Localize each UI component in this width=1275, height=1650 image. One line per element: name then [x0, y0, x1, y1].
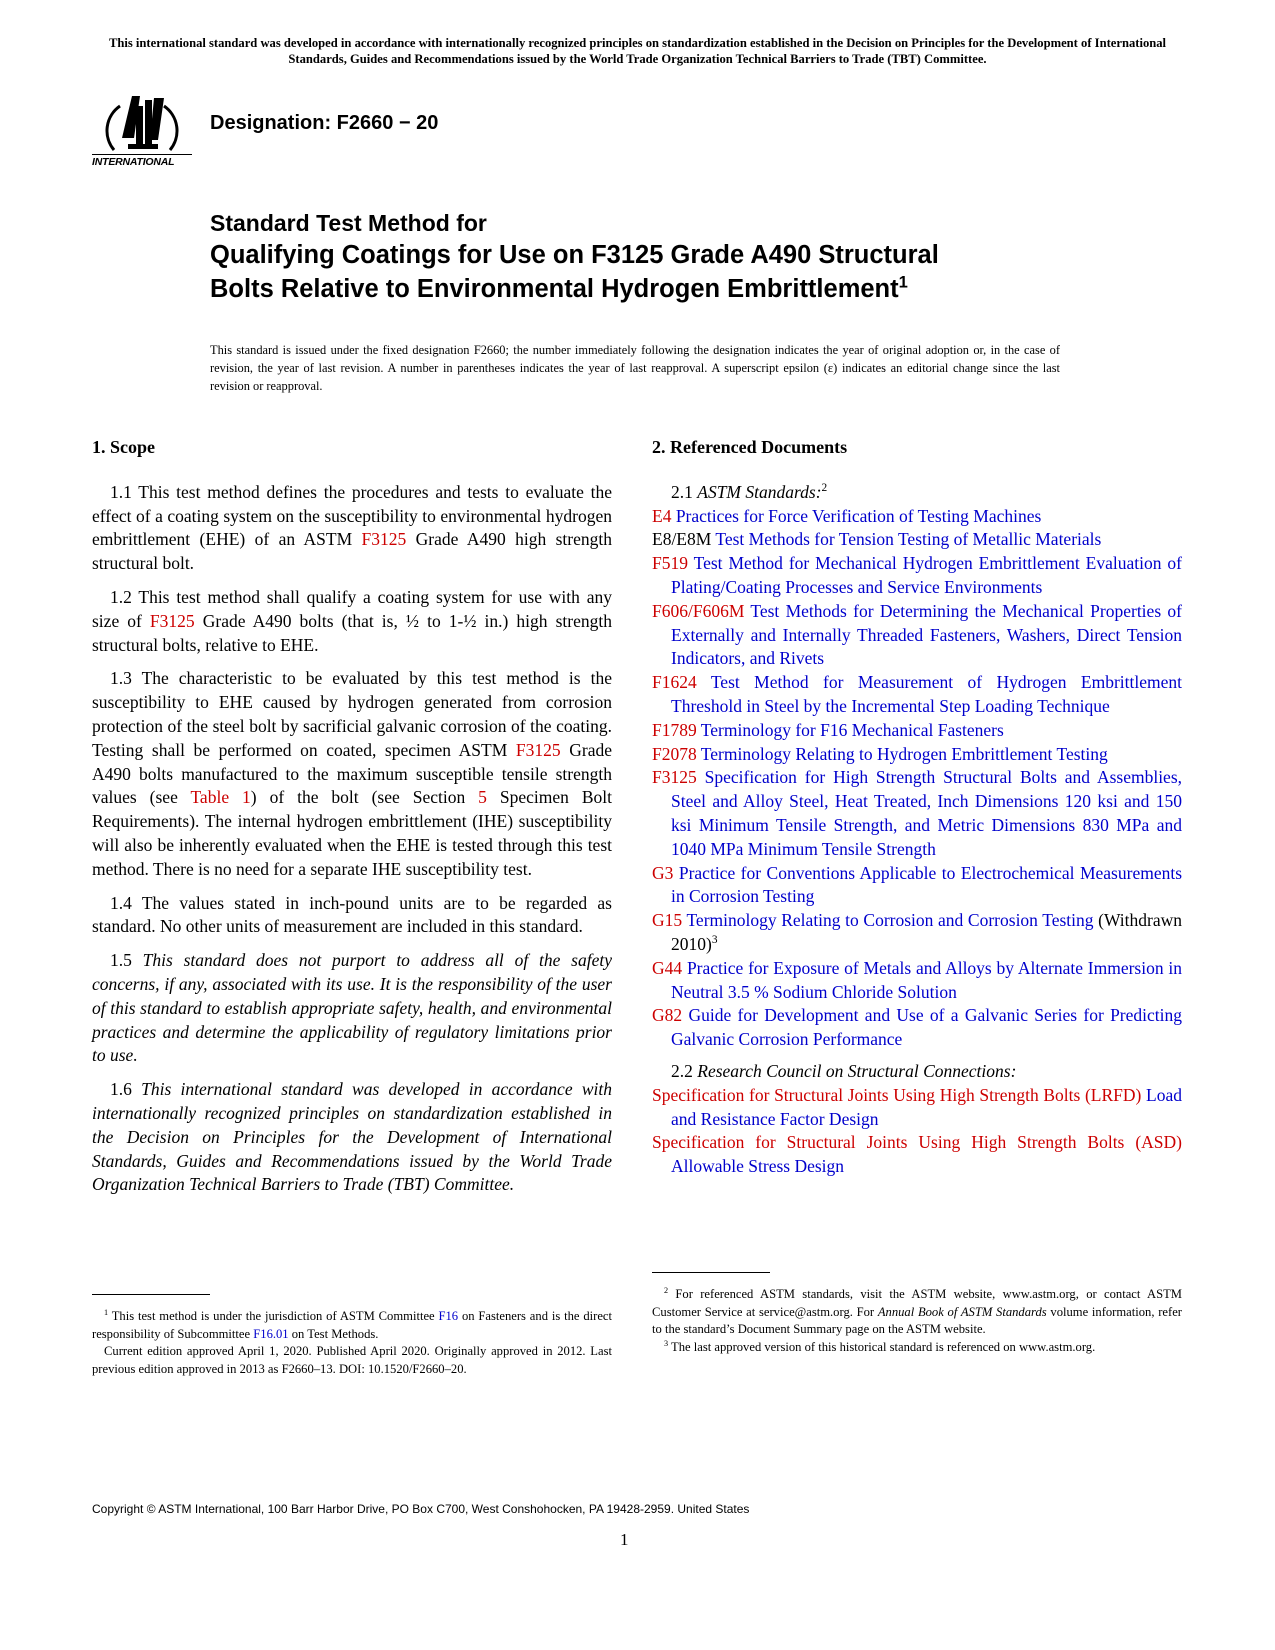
reference-title-link[interactable]: Terminology Relating to Hydrogen Embrittlement Testing: [700, 743, 1108, 764]
scope-1-3: [92, 667, 612, 881]
scope-1-5: [92, 949, 612, 1068]
reference-title-link[interactable]: Test Method for Measurement of Hydrogen Embrittlement Threshold in Steel by the Incremental Step Loading Technique: [671, 672, 1182, 716]
reference-code-link[interactable]: G82: [652, 1005, 683, 1026]
reference-item: [652, 719, 1182, 743]
scope-1-5-num: 1.5: [110, 950, 143, 971]
reference-item: [652, 671, 1182, 719]
scope-1-6-text: This international standard was developed in accordance with internationally recognized principles on standardization established in the Decision on Principles for the Development of International Standards, Guides and Recommendations issued by the World Trade Organization Technical Barriers to Trade (TBT) Committee.: [92, 1079, 613, 1195]
reference-item: [652, 552, 1182, 600]
reference-title-link[interactable]: Terminology Relating to Corrosion and Corrosion Testing: [686, 910, 1094, 931]
link-f3125[interactable]: F3125: [361, 529, 407, 550]
astm-standards-subheading: [671, 481, 1182, 505]
link-table-1[interactable]: Table 1: [190, 787, 251, 808]
reference-code-link[interactable]: F519: [652, 553, 688, 574]
reference-item: [652, 862, 1182, 910]
subheading-num: 2.1: [671, 481, 698, 502]
footnote-mark: 3: [664, 1338, 669, 1348]
link-section-5[interactable]: 5: [478, 787, 487, 808]
reference-item: [652, 957, 1182, 1005]
footnote-mark: 2: [821, 481, 828, 494]
title-line-3-text: Bolts Relative to Environmental Hydrogen Embrittlement: [210, 275, 899, 303]
footnote-3-text: The last approved version of this historical standard is referenced on www.astm.org.: [668, 1339, 1096, 1354]
footnote-2-text-b: volume information, refer to the standard’s Document Summary page on the ASTM website.: [652, 1304, 1182, 1337]
reference-code-link[interactable]: F2078: [652, 743, 697, 764]
footnote-mark: 3: [711, 934, 718, 947]
scope-1-5-text: This standard does not purport to address all of the safety concerns, if any, associated with its use. It is the responsibility of the user of this standard to establish appropriate safety, health, and environmental practices and determine the applicability of regulatory limitations prior to use.: [92, 950, 612, 1066]
footnote-1-approval: Current edition approved April 1, 2020. Published April 2020. Originally approved in 2012. Last previous edition approved in 2013 as F2660–13. DOI: 10.1520/F2660–20.: [92, 1344, 612, 1376]
reference-item: [652, 505, 1182, 529]
scope-1-2: [92, 586, 612, 657]
reference-item: [652, 600, 1182, 671]
footnote-mark: 2: [664, 1285, 669, 1295]
footnote-rule-left: [92, 1294, 210, 1295]
reference-code-link[interactable]: G3: [652, 862, 674, 883]
scope-1-6: [92, 1078, 612, 1197]
reference-item: [652, 1004, 1182, 1052]
reference-title-link[interactable]: Test Method for Mechanical Hydrogen Embrittlement Evaluation of Plating/Coating Processes and Service Environments: [671, 553, 1182, 597]
title-line-2: Qualifying Coatings for Use on F3125 Grade A490 Structural: [210, 241, 939, 269]
astm-logo: [92, 88, 192, 172]
issuance-statement: This standard is issued under the fixed designation F2660; the number immediately following the designation indicates the year of original adoption or, in the case of revision, the year of last revision. A number in parentheses indicates the year of last reapproval. A superscript epsilon (ε) indicates an editorial change since the last revision or reapproval.: [210, 343, 1060, 393]
reference-title-link[interactable]: Test Methods for Determining the Mechanical Properties of Externally and Internally Threaded Fasteners, Washers, Direct Tension Indicators, and Rivets: [671, 600, 1182, 669]
scope-1-4: 1.4 The values stated in inch-pound units are to be regarded as standard. No other units of measurement are included in this standard.: [92, 892, 612, 937]
reference-title-link[interactable]: Guide for Development and Use of a Galvanic Series for Predicting Galvanic Corrosion Performance: [671, 1005, 1183, 1050]
footnote-1-text-c: on Test Methods.: [288, 1326, 379, 1341]
footnote-1: [92, 1308, 612, 1378]
title-line-3: [210, 272, 1050, 306]
subheading-label: ASTM Standards:: [697, 481, 822, 502]
footnote-2-para: [652, 1286, 1182, 1339]
link-f16-01[interactable]: F16.01: [253, 1326, 289, 1341]
scope-1-3-text-d: Specimen Bolt Requirements). The internal hydrogen embrittlement (IHE) susceptibility will also be inherently evaluated when the EHE is tested through this test method. There is no need for a separate IHE susceptibility test.: [92, 787, 612, 879]
reference-title-link[interactable]: Practice for Conventions Applicable to Electrochemical Measurements in Corrosion Testing: [671, 862, 1183, 907]
title-line-1: Standard Test Method for: [210, 210, 487, 236]
footnote-2: [652, 1286, 1182, 1356]
logo-wordmark: INTERNATIONAL: [92, 154, 192, 168]
document-title: [210, 208, 1050, 306]
scope-1-1-text: 1.1 This test method defines the procedures and tests to evaluate the effect of a coating system on the susceptibility to environmental hydrogen embrittlement (EHE) of an ASTM: [92, 481, 612, 550]
reference-code-link[interactable]: F3125: [652, 767, 697, 788]
right-column: [652, 436, 1182, 1179]
scope-1-6-num: 1.6: [110, 1079, 142, 1100]
reference-code-link[interactable]: F606/F606M: [652, 600, 745, 621]
title-footnote-mark: 1: [898, 272, 908, 292]
reference-code-link[interactable]: F1789: [652, 719, 697, 740]
withdrawn-note: (Withdrawn 2010): [671, 910, 1183, 954]
reference-title-link[interactable]: Specification for High Strength Structural Bolts and Assemblies, Steel and Alloy Steel, Heat Treated, Inch Dimensions 120 ksi and 150 ksi Minimum Tensile Strength, and Metric Dimensions 830 MPa and 1040 MPa Minimum Tensile Strength: [671, 767, 1183, 859]
link-f3125[interactable]: F3125: [149, 610, 195, 631]
scope-1-3-text: 1.3 The characteristic to be evaluated by this test method is the susceptibility to EHE caused by hydrogen generated from corrosion protection of the steel bolt by sacrificial galvanic corrosion of the coating. Testing shall be performed on coated, specimen ASTM: [92, 668, 612, 760]
footnote-1-text-b: on Fasteners and is the direct responsibility of Subcommittee: [92, 1309, 613, 1341]
reference-code-link[interactable]: G44: [652, 957, 683, 978]
scope-heading: 1. Scope: [92, 437, 155, 457]
reference-item: [652, 528, 1182, 552]
footnote-mark: 1: [104, 1307, 109, 1317]
reference-title-link[interactable]: Practices for Force Verification of Testing Machines: [675, 505, 1042, 526]
rcsc-code-link[interactable]: Specification for Structural Joints Using High Strength Bolts (LRFD): [652, 1084, 1142, 1105]
scope-1-2-text-end: Grade A490 bolts (that is, ½ to 1-½ in.) high strength structural bolts, relative to EHE.: [92, 610, 612, 655]
rcsc-item: [652, 1131, 1182, 1179]
left-column: [92, 436, 612, 1207]
footnote-1-para: [92, 1308, 612, 1343]
page-number: 1: [620, 1530, 629, 1549]
rcsc-subheading: [671, 1060, 1182, 1084]
reference-title-link[interactable]: Practice for Exposure of Metals and Alloys by Alternate Immersion in Neutral 3.5 % Sodium Chloride Solution: [671, 957, 1182, 1002]
rcsc-title-link[interactable]: Load and Resistance Factor Design: [671, 1084, 1183, 1129]
reference-list: [652, 505, 1182, 1052]
scope-1-3-text-c: ) of the bolt (see Section: [250, 787, 479, 808]
reference-code-link[interactable]: G15: [652, 910, 683, 931]
rcsc-code-link[interactable]: Specification for Structural Joints Using High Strength Bolts (ASD): [652, 1132, 1182, 1153]
link-f16[interactable]: F16: [438, 1309, 459, 1323]
subheading-num: 2.2: [671, 1060, 698, 1081]
footnote-3-para: [652, 1339, 1182, 1357]
reference-title-link[interactable]: Terminology for F16 Mechanical Fasteners: [700, 719, 1004, 740]
rcsc-title-link[interactable]: Allowable Stress Design: [671, 1156, 845, 1177]
link-f3125[interactable]: F3125: [515, 739, 561, 760]
footnote-2-text: For referenced ASTM standards, visit the ASTM website, www.astm.org, or contact ASTM Customer Service at service@astm.org. For: [652, 1287, 1182, 1319]
reference-code-link[interactable]: E4: [652, 505, 672, 526]
copyright-notice: Copyright © ASTM International, 100 Barr Harbor Drive, PO Box C700, West Conshohocken, PA 19428-2959. United States: [92, 1502, 750, 1516]
scope-1-1: [92, 481, 612, 576]
reference-code: E8/E8M: [652, 529, 712, 550]
scope-1-2-text: 1.2 This test method shall qualify a coating system for use with any size of: [92, 586, 612, 631]
referenced-documents-heading: 2. Referenced Documents: [652, 437, 848, 457]
scope-1-3-text-b: Grade A490 bolts manufactured to the maximum susceptible tensile strength values (see: [92, 739, 612, 808]
subheading-label: Research Council on Structural Connections:: [697, 1060, 1017, 1081]
reference-item: [652, 909, 1182, 957]
reference-item: [652, 766, 1182, 861]
footnote-2-italic: Annual Book of ASTM Standards: [877, 1304, 1047, 1319]
reference-title-link[interactable]: Test Methods for Tension Testing of Metallic Materials: [715, 529, 1102, 550]
footnote-rule-right: [652, 1272, 770, 1273]
scope-1-1-text-end: Grade A490 high strength structural bolt.: [92, 529, 612, 574]
reference-code-link[interactable]: F1624: [652, 672, 697, 693]
reference-item: [652, 743, 1182, 767]
designation: Designation: F2660 − 20: [210, 112, 439, 134]
footnote-1-text: This test method is under the jurisdiction of ASTM Committee: [108, 1309, 439, 1323]
top-notice: This international standard was developed in accordance with internationally recognized principles on standardization established in the Decision on Principles for the Development of International Standards, Guides and Recommendations issued by the World Trade Organization Technical Barriers to Trade (TBT) Committee.: [108, 36, 1167, 66]
rcsc-item: [652, 1084, 1182, 1132]
